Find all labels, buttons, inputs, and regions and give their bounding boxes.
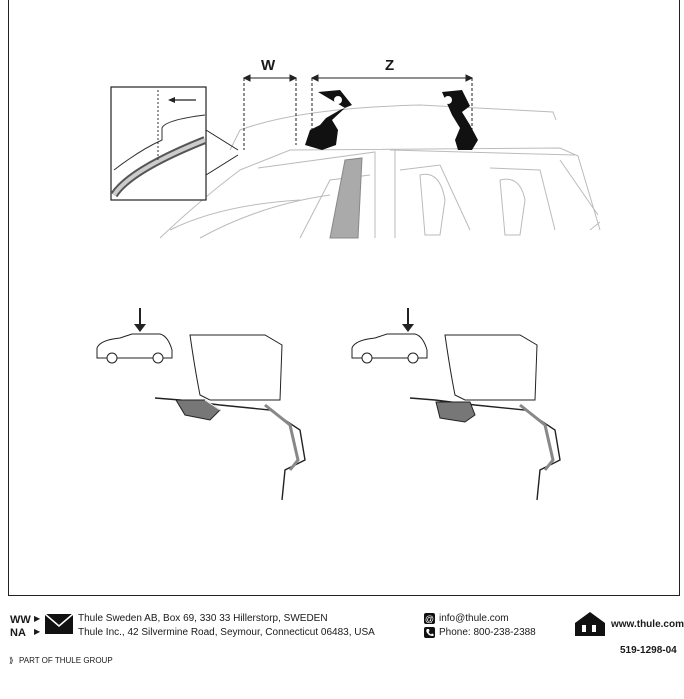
door-profile-right [352, 308, 560, 500]
email-icon [424, 613, 435, 624]
document-number: 519-1298-04 [620, 645, 677, 656]
address-na: Thule Inc., 42 Silvermine Road, Seymour, Connecticut 06483, USA [78, 627, 375, 638]
double-chevron-icon: ⟫ [9, 656, 14, 665]
email-link[interactable]: info@thule.com [439, 613, 509, 624]
dimension-z-label: Z [385, 57, 395, 74]
phone-icon [424, 627, 435, 638]
dimension-w-label: W [261, 57, 276, 74]
chevron-right-icon: ▶ [34, 614, 41, 623]
thule-group-label: PART OF THULE GROUP [19, 656, 113, 665]
svg-text:@: @ [424, 614, 435, 624]
phone-number: Phone: 800-238-2388 [439, 627, 536, 638]
mail-icon [44, 612, 74, 636]
door-profile-left [97, 308, 305, 500]
region-code-ww: WW [10, 614, 31, 626]
region-code-na: NA [10, 627, 26, 639]
address-ww: Thule Sweden AB, Box 69, 330 33 Hillerstorp, SWEDEN [78, 613, 328, 624]
website-link[interactable]: www.thule.com [611, 619, 684, 630]
chevron-right-icon: ▶ [34, 627, 41, 636]
home-icon [574, 611, 606, 637]
